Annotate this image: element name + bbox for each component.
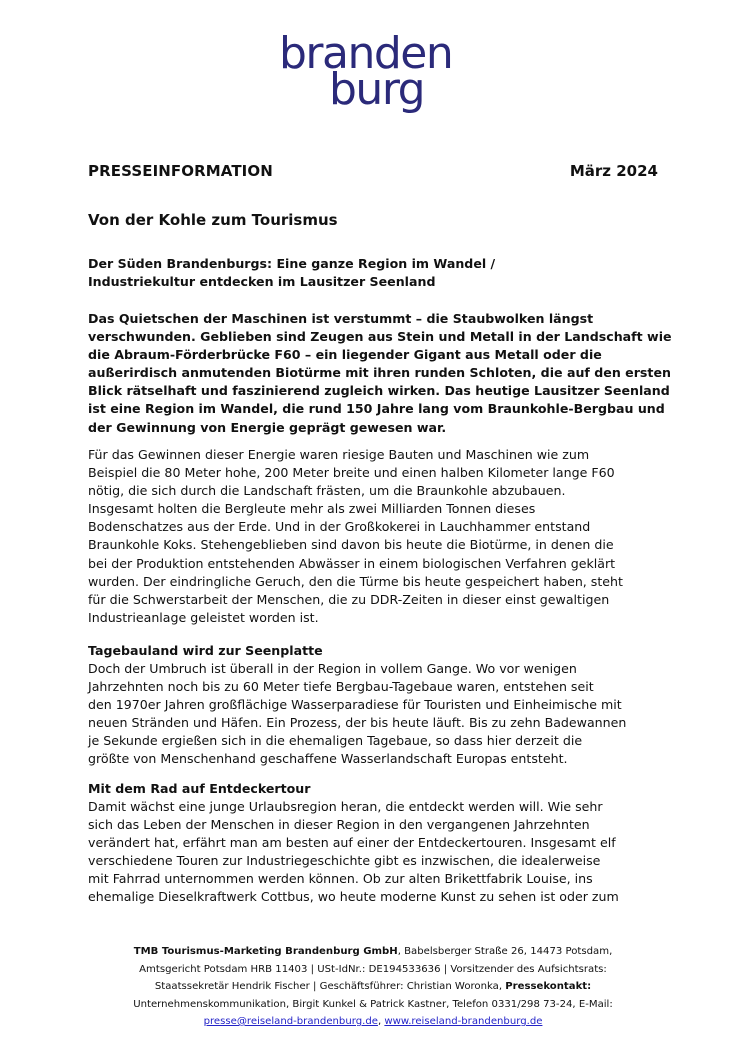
- body-line: Doch der Umbruch ist überall in der Region in vollem Gange. Wo vor wenigen: [88, 661, 577, 676]
- body-line: ehemalige Dieselkraftwerk Cottbus, wo heute moderne Kunst zu sehen ist oder zum: [88, 889, 619, 905]
- body-line: Für das Gewinnen dieser Energie waren riesige Bauten und Maschinen wie zum: [88, 447, 590, 462]
- body-line: nötig, die sich durch die Landschaft frästen, um die Braunkohle abzubauen.: [88, 483, 566, 499]
- footer-press-label: Pressekontakt:: [505, 981, 592, 992]
- intro-line: verschwunden. Geblieben sind Zeugen aus Stein und Metall in der Landschaft wie: [88, 329, 672, 345]
- footer-line-2: Amtsgericht Potsdam HRB 11403 | USt-IdNr.: DE194533636 | Vorsitzender des Aufsichtsrats:: [139, 963, 607, 975]
- body-line: Beispiel die 80 Meter hohe, 200 Meter breite und einen halben Kilometer lange F60: [88, 465, 615, 481]
- footer-address: , Babelsberger Straße 26, 14473 Potsdam,: [397, 946, 613, 957]
- footer-management: Staatssekretär Hendrik Fischer | Geschäftsführer: Christian Woronka,: [154, 981, 506, 992]
- intro-line: der Gewinnung von Energie geprägt gewesen war.: [88, 419, 447, 435]
- footer-separator: ,: [377, 1016, 385, 1027]
- page-title: Von der Kohle zum Tourismus: [88, 211, 338, 229]
- intro-line: die Abraum-Förderbrücke F60 – ein liegender Gigant aus Metall oder die: [88, 347, 602, 363]
- intro-line: außerirdisch anmutenden Biotürme mit ihren runden Schloten, die auf den ersten: [88, 365, 671, 381]
- document-date: März 2024: [569, 162, 658, 180]
- footer-line-5: [80, 1013, 666, 1031]
- intro-paragraph: [88, 310, 672, 437]
- body-line: Industrieanlage geleistet worden ist.: [88, 609, 319, 625]
- body-line: bei der Produktion entstehenden Abwässer in einem biologischen Verfahren geklärt: [88, 555, 616, 571]
- body-line: Bodenschatzes aus der Erde. Und in der Großkokerei in Lauchhammer entstand: [88, 519, 591, 535]
- section-heading-seenplatte: Tagebauland wird zur Seenplatte: [88, 643, 323, 658]
- intro-line: Das Quietschen der Maschinen ist verstummt – die Staubwolken längst: [88, 311, 594, 326]
- body-line: wurden. Der eindringliche Geruch, den die Türme bis heute gespeichert haben, steht: [88, 573, 623, 589]
- body-line: mit Fahrrad unternommen werden können. Ob zur alten Brikettfabrik Louise, ins: [88, 871, 593, 887]
- footer-website-link[interactable]: www.reiseland-brandenburg.de: [384, 1016, 543, 1027]
- body-line: neuen Stränden und Häfen. Ein Prozess, der bis heute läuft. Bis zu zehn Badewannen: [88, 715, 627, 731]
- subtitle-line: Industriekultur entdecken im Lausitzer Seenland: [88, 274, 436, 289]
- footer-line-4: Unternehmenskommunikation, Birgit Kunkel & Patrick Kastner, Telefon 0331/298 73-24, E-Mail:: [133, 998, 613, 1010]
- document-type-label: PRESSEINFORMATION: [88, 162, 273, 180]
- document-header: [88, 162, 658, 184]
- subtitle-line: Der Süden Brandenburgs: Eine ganze Region im Wandel /: [88, 256, 496, 271]
- body-line: verändert hat, erfährt man am besten auf einer der Entdeckertouren. Insgesamt elf: [88, 835, 616, 851]
- body-line: sich das Leben der Menschen in dieser Region in den vergangenen Jahrzehnten: [88, 817, 590, 833]
- body-line: Insgesamt holten die Bergleute mehr als zwei Milliarden Tonnen dieses: [88, 501, 536, 517]
- body-line: Damit wächst eine junge Urlaubsregion heran, die entdeckt werden will. Wie sehr: [88, 799, 603, 814]
- footer-email-link[interactable]: presse@reiseland-brandenburg.de: [203, 1016, 378, 1027]
- footer-line-1: [80, 943, 666, 961]
- intro-line: Blick rätselhaft und faszinierend zugleich wirken. Das heutige Lausitzer Seenland: [88, 383, 670, 399]
- body-paragraph-1: [88, 446, 668, 627]
- footer-line-3: [80, 978, 666, 996]
- footer-company-name: TMB Tourismus-Marketing Brandenburg GmbH: [133, 946, 398, 957]
- body-line: verschiedene Touren zur Industriegeschichte gibt es inzwischen, die idealerweise: [88, 853, 601, 869]
- body-line: den 1970er Jahren großflächige Wasserparadiese für Touristen und Einheimische mit: [88, 697, 622, 713]
- subtitle: [88, 255, 558, 291]
- body-line: größte von Menschenhand geschaffene Wasserlandschaft Europas entsteht.: [88, 751, 568, 767]
- body-line: Jahrzehnten noch bis zu 60 Meter tiefe Bergbau-Tagebaue waren, entstehen seit: [88, 679, 594, 695]
- body-paragraph-2: [88, 660, 668, 769]
- intro-line: ist eine Region im Wandel, die rund 150 Jahre lang vom Braunkohle-Bergbau und: [88, 401, 665, 417]
- logo-line-2: burg: [329, 64, 425, 115]
- page-footer: [80, 943, 666, 1031]
- section-heading-entdeckertour: Mit dem Rad auf Entdeckertour: [88, 781, 311, 796]
- body-paragraph-3: [88, 798, 668, 907]
- body-line: für die Schwerstarbeit der Menschen, die zu DDR-Zeiten in dieser einst gewaltigen: [88, 591, 610, 607]
- body-line: Braunkohle Koks. Stehengeblieben sind davon bis heute die Biotürme, in denen die: [88, 537, 614, 553]
- body-line: je Sekunde ergießen sich in die ehemaligen Tagebaue, so dass hier derzeit die: [88, 733, 583, 749]
- logo-line-1: branden: [279, 28, 453, 79]
